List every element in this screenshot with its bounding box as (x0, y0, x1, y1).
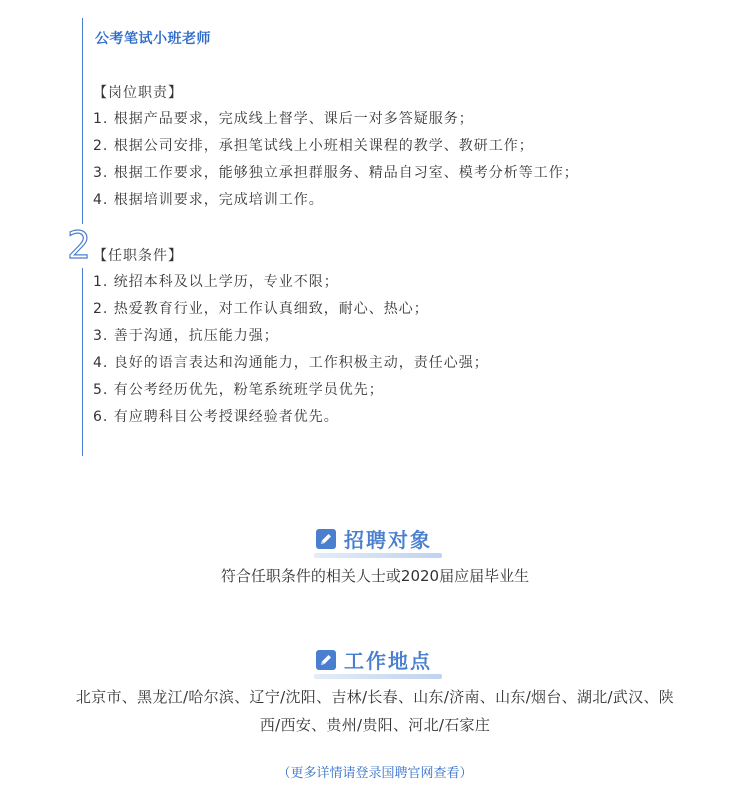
location-list (40, 683, 710, 739)
job-title: 公考笔试小班老师 (95, 31, 211, 47)
requirement-item: 2. 热爱教育行业，对工作认真细致，耐心、热心； (93, 301, 429, 317)
section-number: 2 (67, 224, 91, 267)
edit-icon (316, 650, 336, 670)
requirement-item: 5. 有公考经历优先，粉笔系统班学员优先； (93, 382, 384, 398)
recruit-title: 招聘对象 (344, 528, 432, 552)
location-title: 工作地点 (344, 649, 432, 673)
location-line-2: 西/西安、贵州/贵阳、河北/石家庄 (259, 716, 491, 734)
more-details-link[interactable]: （更多详情请登录国聘官网查看） (277, 766, 473, 781)
header-underline (314, 553, 442, 558)
header-underline (314, 674, 442, 679)
requirement-item: 4. 良好的语言表达和沟通能力，工作积极主动，责任心强； (93, 355, 489, 371)
location-line-1: 北京市、黑龙江/哈尔滨、辽宁/沈阳、吉林/长春、山东/济南、山东/烟台、湖北/武汉、陕 (75, 688, 675, 706)
duty-item: 4. 根据培训要求，完成培训工作。 (93, 192, 324, 208)
requirement-item: 6. 有应聘科目公考授课经验者优先。 (93, 409, 339, 425)
recruit-text: 符合任职条件的相关人士或2020届应届毕业生 (220, 567, 530, 585)
location-section-header (0, 645, 750, 677)
duties-heading: 【岗位职责】 (93, 85, 183, 101)
duty-item: 2. 根据公司安排，承担笔试线上小班相关课程的教学、教研工作； (93, 138, 534, 154)
requirement-item: 3. 善于沟通，抗压能力强； (93, 328, 279, 344)
duty-item: 1. 根据产品要求，完成线上督学、课后一对多答疑服务； (93, 111, 474, 127)
requirement-item: 1. 统招本科及以上学历，专业不限； (93, 274, 339, 290)
duty-item: 3. 根据工作要求，能够独立承担群服务、精品自习室、模考分析等工作； (93, 165, 579, 181)
job-description-block (67, 18, 723, 456)
edit-icon (316, 529, 336, 549)
requirements-heading: 【任职条件】 (93, 248, 183, 264)
recruit-section-header (0, 524, 750, 556)
